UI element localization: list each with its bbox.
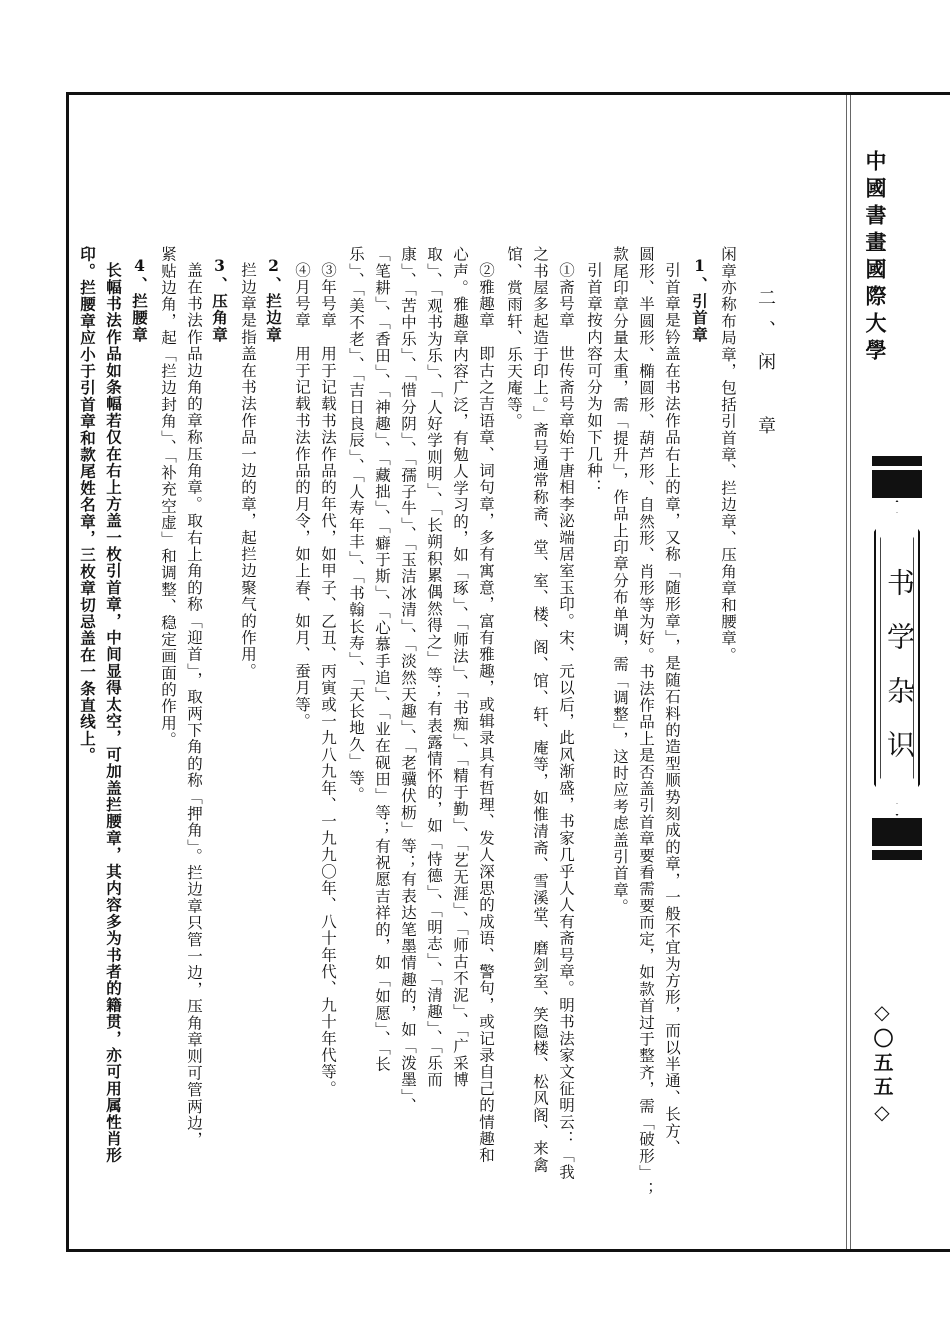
text-column: 闲章亦称布局章，包括引首章、拦边章、压角章和腰章。 bbox=[719, 246, 737, 664]
sidebar-divider bbox=[846, 95, 847, 1249]
text-column: ①斋号章 世传斋号章始于唐相李泌端居室玉印。宋、元以后，此风渐盛，书家几乎人人有斋号章。明书法家文征明云：「我 bbox=[557, 262, 575, 1181]
text-column: 长幅书法作品如条幅若仅在右上方盖一枚引首章，中间显得太空，可加盖拦腰章，其内容多为书者的籍贯，亦可用属性肖形 bbox=[104, 262, 123, 1164]
text-column: ④月号章 用于记载书法作品的月令，如上春、如月、蚕月等。 bbox=[293, 262, 311, 730]
column-title: 书学杂识 bbox=[883, 568, 916, 784]
text-column: 「笔耕」、「香田」、「神趣」、「藏拙」、「癖于斯」、「心慕手追」、「业在砚田」等；有祝愿吉祥的，如「如愿」、「长 bbox=[373, 246, 391, 1073]
title-band-ornament bbox=[872, 818, 922, 846]
text-column: 引首章是钤盖在书法作品右上的章，又称「随形章」，是随石料的造型顺势刻成的章，一般不宜为方形，而以半通、长方、 bbox=[663, 262, 681, 1157]
text-column: 乐」、「美不老」、「吉日良辰」、「人寿年丰」、「书翰长寿」、「天长地久」等。 bbox=[347, 246, 365, 804]
page-number: ◇〇五五◇ bbox=[870, 1000, 894, 1128]
text-column: 款尾印章分量太重，需「提升」，作品上印章分布单调，需「调整」，这时应考虑盖引首章。 bbox=[611, 246, 629, 916]
text-column: 印。拦腰章应小于引首章和款尾姓名章，三枚章切忌盖在一条直线上。 bbox=[78, 246, 97, 764]
text-column: 圆形、半圆形、椭圆形、葫芦形、自然形、肖形等为好。书法作品上是否盖引首章要看需要而定，如款首过于整齐，需「破形」； bbox=[637, 246, 655, 1198]
text-column: 之书屋多起造于印上。」斋号通常称斋、堂、室、楼、阁、馆、轩、庵等，如惟清斋、雪溪堂、磨剑室、笑隐楼、松风阁、来禽 bbox=[531, 246, 549, 1174]
text-column: 盖在书法作品边角的章称压角章。取右上角的称「迎首」，取两下角的称「押角」。拦边章只管一边，压角章则可管两边， bbox=[185, 262, 203, 1149]
text-column: 馆、赏雨轩、乐天庵等。 bbox=[505, 246, 523, 430]
article-body bbox=[78, 246, 776, 1198]
school-name: 中國書畫國際大學 bbox=[863, 150, 888, 366]
text-column: ③年号章 用于记载书法作品的年代，如甲子、乙丑、丙寅或一九八九年、一九九〇年、八十年代、九十年代等。 bbox=[319, 262, 337, 1097]
section-heading: 二、闲 章 bbox=[755, 288, 776, 448]
title-band-ornament bbox=[872, 850, 922, 860]
sidebar-divider bbox=[850, 95, 851, 1249]
subheading: 1、引首章 bbox=[690, 256, 709, 343]
text-column: 心声。雅趣章内容广泛，有勉人学习的，如「琢」、「师法」、「书痴」、「精于勤」、「艺无涯」、「师古不泥」、「广采博 bbox=[451, 246, 469, 1089]
title-band-ornament bbox=[872, 470, 922, 498]
subheading: 4、拦腰章 bbox=[130, 256, 149, 343]
text-column: 引首章按内容可分为如下几种： bbox=[585, 262, 603, 496]
subheading: 2、拦边章 bbox=[264, 256, 283, 343]
text-column: 紧贴边角，起「拦边封角」、「补充空虚」和调整、稳定画面的作用。 bbox=[159, 246, 177, 749]
text-column: 取」、「观书为乐」、「人好学则明」、「长朔积累偶然得之」等；有表露情怀的，如「恃德」、「明志」、「清趣」、「乐而 bbox=[425, 246, 443, 1089]
text-column: 拦边章是指盖在书法作品一边的章，起拦边聚气的作用。 bbox=[239, 262, 257, 680]
title-band-ornament bbox=[872, 456, 922, 466]
text-column: ②雅趣章 即古之吉语章、词句章，多有寓意，富有雅趣，或辑录具有哲理、发人深思的成语、警句，或记录自己的情趣和 bbox=[477, 262, 495, 1164]
text-column: 康」、「苦中乐」、「惜分阴」、「孺子牛」、「玉洁冰清」、「淡然天趣」、「老骥伏枥」等；有表达笔墨情趣的，如「泼墨」、 bbox=[399, 246, 417, 1114]
subheading: 3、压角章 bbox=[210, 256, 229, 343]
